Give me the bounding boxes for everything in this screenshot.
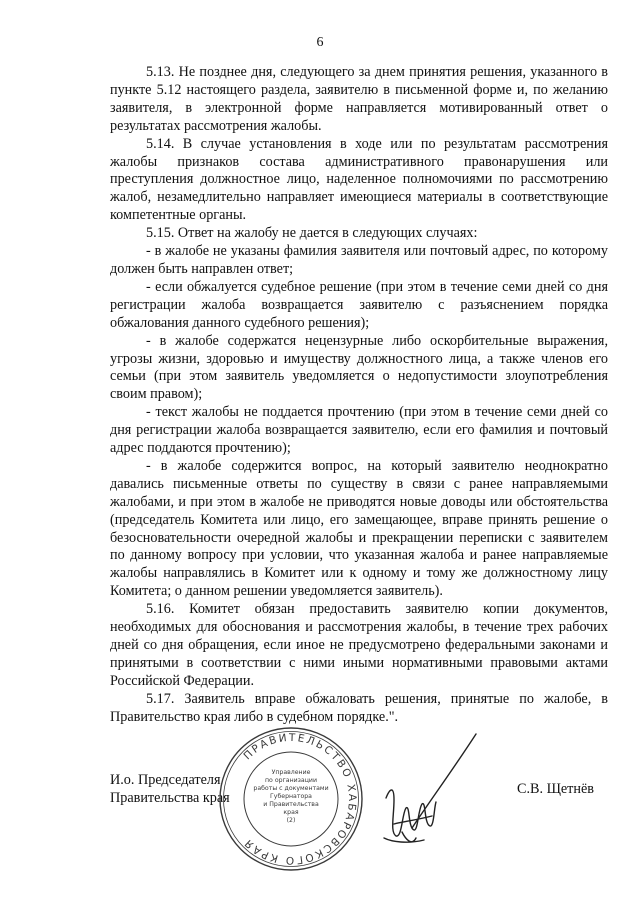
- svg-text:края: края: [283, 809, 299, 816]
- list-item-repeated-question: - в жалобе содержится вопрос, на который заявителю неоднократно давались письменные ответы по существу в связи с ранее направляемыми жалобами, и при этом в жалобе не приводятся новые доводы или обстоятельства (председатель Комитета или лицо, его замещающее, вправе принять решение о безосновательности очередной жалобы и прекращении переписки с заявителем по данному вопросу при условии, что указанная жалоба и ранее направляемые жалобы направлялись в Комитет или к одному и тому же должностному лицу Комитета; о данном решении уведомляется заявитель).: [110, 457, 608, 600]
- list-item-unreadable-text: - текст жалобы не поддается прочтению (при этом в течение семи дней со дня регистрации жалоба возвращается заявителю, если его фамилия и почтовый адрес поддаются прочтению);: [110, 404, 608, 457]
- signature-block: [0, 720, 640, 880]
- body-text: [110, 64, 608, 727]
- list-item-no-name-or-address: - в жалобе не указаны фамилия заявителя или почтовый адрес, по которому должен быть направлен ответ;: [110, 243, 608, 277]
- stamp-ring-text: ПРАВИТЕЛЬСТВО ХАБАРОВСКОГО КРАЯ: [241, 731, 359, 867]
- signer-title-line-1: И.о. Председателя: [110, 772, 221, 788]
- paragraph-5-17: 5.17. Заявитель вправе обжаловать решения, принятые по жалобе, в Правительство края либо в судебном порядке.".: [110, 690, 608, 725]
- paragraph-5-14: 5.14. В случае установления в ходе или по результатам рассмотрения жалобы признаков состава административного правонарушения или преступления должностное лицо, наделенное полномочиями по рассмотрению жалоб, незамедлительно направляет имеющиеся материалы в соответствующие компетентные органы.: [110, 135, 608, 224]
- paragraph-5-13: 5.13. Не позднее дня, следующего за днем принятия решения, указанного в пункте 5.12 настоящего раздела, заявителю в письменной форме и, по желанию заявителя, в электронной форме направляется мотивированный ответ о результатах рассмотрения жалобы.: [110, 64, 608, 134]
- signer-title-line-2: Правительства края: [110, 789, 230, 806]
- paragraph-5-15: 5.15. Ответ на жалобу не дается в следующих случаях:: [146, 225, 478, 242]
- stamp-center-text: [253, 769, 328, 824]
- paragraph-5-16: 5.16. Комитет обязан предоставить заявителю копии документов, необходимых для обоснования и рассмотрения жалобы, в течение трех рабочих дней со дня обращения, если иное не предусмотрено федеральными законами и принятыми в соответствии с ними иными нормативными правовыми актами Российской Федерации.: [110, 601, 608, 689]
- signer-name: С.В. Щетнёв: [517, 781, 594, 797]
- svg-text:работы с документами: работы с документами: [253, 785, 329, 792]
- svg-text:и Правительства: и Правительства: [263, 801, 319, 808]
- signer-title: [110, 772, 230, 807]
- svg-text:Управление: Управление: [271, 769, 311, 776]
- svg-text:Губернатора: Губернатора: [270, 793, 312, 800]
- handwritten-signature: [372, 728, 482, 860]
- list-item-court-decision: - если обжалуется судебное решение (при этом в течение семи дней со дня регистрации жалоба возвращается заявителю с разъяснением порядка обжалования данного судебного решения);: [110, 278, 608, 331]
- list-item-offensive-language: - в жалобе содержатся нецензурные либо оскорбительные выражения, угрозы жизни, здоровью и имуществу должностного лица, а также членов его семьи (при этом заявитель уведомляется о недопустимости злоупотребления своим правом);: [110, 332, 608, 403]
- official-stamp: [218, 726, 364, 872]
- page-number: 6: [316, 35, 324, 50]
- svg-text:по организации: по организации: [265, 777, 317, 784]
- svg-text:(2): (2): [286, 817, 296, 824]
